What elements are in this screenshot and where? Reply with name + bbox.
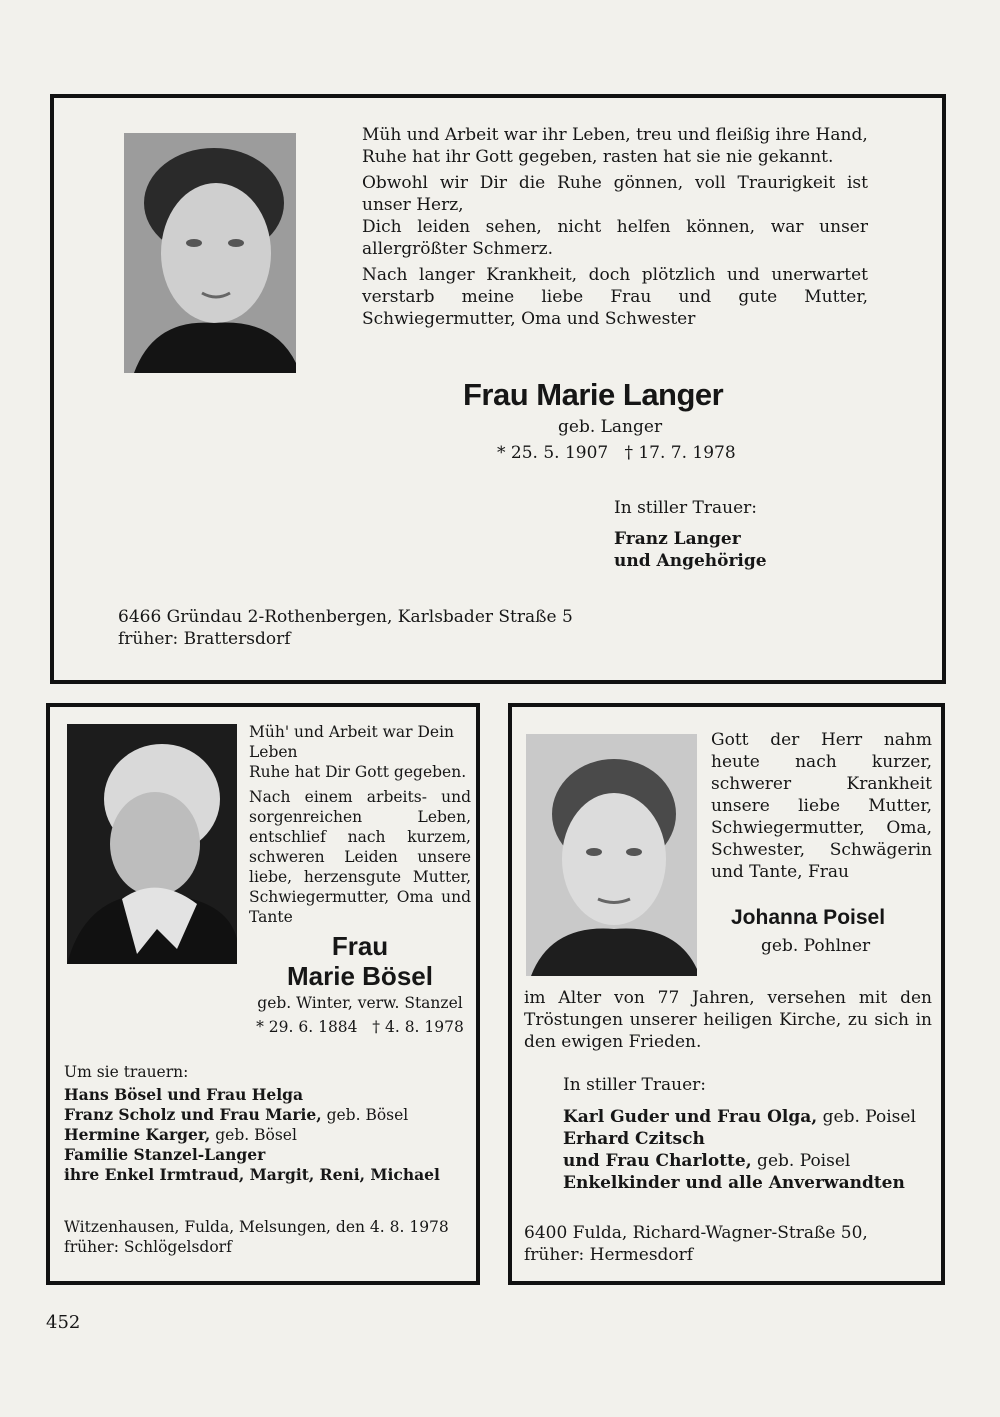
mourner-name: Karl Guder und Frau Olga, (563, 1107, 818, 1127)
mourner-line (64, 1145, 474, 1165)
address: 6466 Gründau 2-Rothenbergen, Karlsbader Straße 5 (118, 607, 573, 627)
portrait-photo-marie-langer (124, 133, 296, 373)
mourner-detail: geb. Poisel (751, 1151, 851, 1171)
life-dates: * 25. 5. 1907 † 17. 7. 1978 (497, 443, 736, 463)
birth-name: geb. Pohlner (761, 936, 871, 956)
mourner-list (563, 1106, 943, 1194)
announcement-text: Nach langer Krankheit, doch plötzlich und unerwartet verstarb meine liebe Frau und gute Mutter, Schwiegermutter, Oma und Schwester (362, 265, 868, 329)
mourner-line (64, 1165, 474, 1185)
mourning-label: In stiller Trauer: (563, 1075, 706, 1095)
mourner-line: und Angehörige (614, 551, 767, 571)
poem-marie-langer (362, 124, 868, 330)
poem-line: Ruhe hat Dir Gott gegeben. (249, 763, 467, 781)
address: 6400 Fulda, Richard-Wagner-Straße 50, (524, 1223, 868, 1243)
poem-line: Ruhe hat ihr Gott gegeben, rasten hat sie nie gekannt. (362, 147, 834, 167)
mourner-detail: geb. Poisel (817, 1107, 916, 1127)
mourner-name: Erhard Czitsch (563, 1129, 705, 1149)
mourner-detail: geb. Bösel (210, 1126, 297, 1144)
mourner-name: Familie Stanzel-Langer (64, 1145, 266, 1164)
mourning-label: In stiller Trauer: (614, 498, 757, 518)
mourner-name: Hermine Karger, (64, 1125, 211, 1144)
continuation-text: im Alter von 77 Jahren, versehen mit den Tröstungen unserer heiligen Kirche, zu sich in den ewigen Frieden. (524, 988, 932, 1052)
mourner-line (64, 1125, 474, 1145)
mourner-name: und Frau Charlotte, (563, 1151, 752, 1171)
birth-name: geb. Winter, verw. Stanzel (257, 994, 463, 1012)
former-hometown: früher: Schlögelsdorf (64, 1238, 232, 1256)
poem-line: Müh' und Arbeit war Dein Leben (249, 723, 455, 761)
mourner-name: Enkelkinder und alle Anverwandten (563, 1173, 905, 1193)
deceased-name-marie-langer: Frau Marie Langer (463, 377, 724, 412)
poem-line: Müh und Arbeit war ihr Leben, treu und fleißig ihre Hand, (362, 125, 868, 145)
mourner-list (64, 1085, 474, 1185)
mourning-label: Um sie trauern: (64, 1063, 189, 1081)
mourner-line: Franz Langer (614, 529, 741, 549)
mourner-name: Hans Bösel und Frau Helga (64, 1085, 304, 1104)
mourner-line (563, 1106, 943, 1128)
page-number: 452 (46, 1312, 81, 1333)
birth-name: geb. Langer (558, 417, 663, 437)
deceased-name-marie-boesel: Marie Bösel (287, 961, 433, 991)
former-hometown: früher: Hermesdorf (524, 1245, 694, 1265)
poem-line: Obwohl wir Dir die Ruhe gönnen, voll Traurigkeit ist unser Herz, (362, 173, 868, 215)
mourner-line (64, 1085, 474, 1105)
mourner-line (64, 1105, 474, 1125)
place-and-date: Witzenhausen, Fulda, Melsungen, den 4. 8. 1978 (64, 1218, 449, 1236)
poem-marie-boesel (249, 722, 471, 927)
mourner-line (563, 1150, 943, 1172)
announcement-text: Gott der Herr nahm heute nach kurzer, schwerer Krankheit unsere liebe Mutter, Schwiegermutter, Oma, Schwester, Schwägerin und Tante, Frau (711, 730, 932, 882)
former-hometown: früher: Brattersdorf (118, 629, 291, 649)
deceased-name-johanna-poisel: Johanna Poisel (731, 906, 886, 929)
portrait-photo-marie-boesel (67, 724, 237, 964)
portrait-photo-johanna-poisel (526, 734, 697, 976)
announcement-text: Nach einem arbeits- und sorgenreichen Leben, entschlief nach kurzem, schweren Leiden unsere liebe, herzensgute Mutter, Schwiegermutter, Oma und Tante (249, 788, 471, 926)
life-dates: * 29. 6. 1884 † 4. 8. 1978 (256, 1018, 464, 1036)
mourner-line (563, 1172, 943, 1194)
title-frau: Frau (331, 931, 389, 961)
mourner-name: ihre Enkel Irmtraud, Margit, Reni, Michael (64, 1165, 440, 1184)
mourner-detail: geb. Bösel (321, 1106, 409, 1124)
poem-line: Dich leiden sehen, nicht helfen können, war unser allergrößter Schmerz. (362, 217, 868, 259)
mourner-name: Franz Scholz und Frau Marie, (64, 1105, 322, 1124)
mourner-line (563, 1128, 943, 1150)
